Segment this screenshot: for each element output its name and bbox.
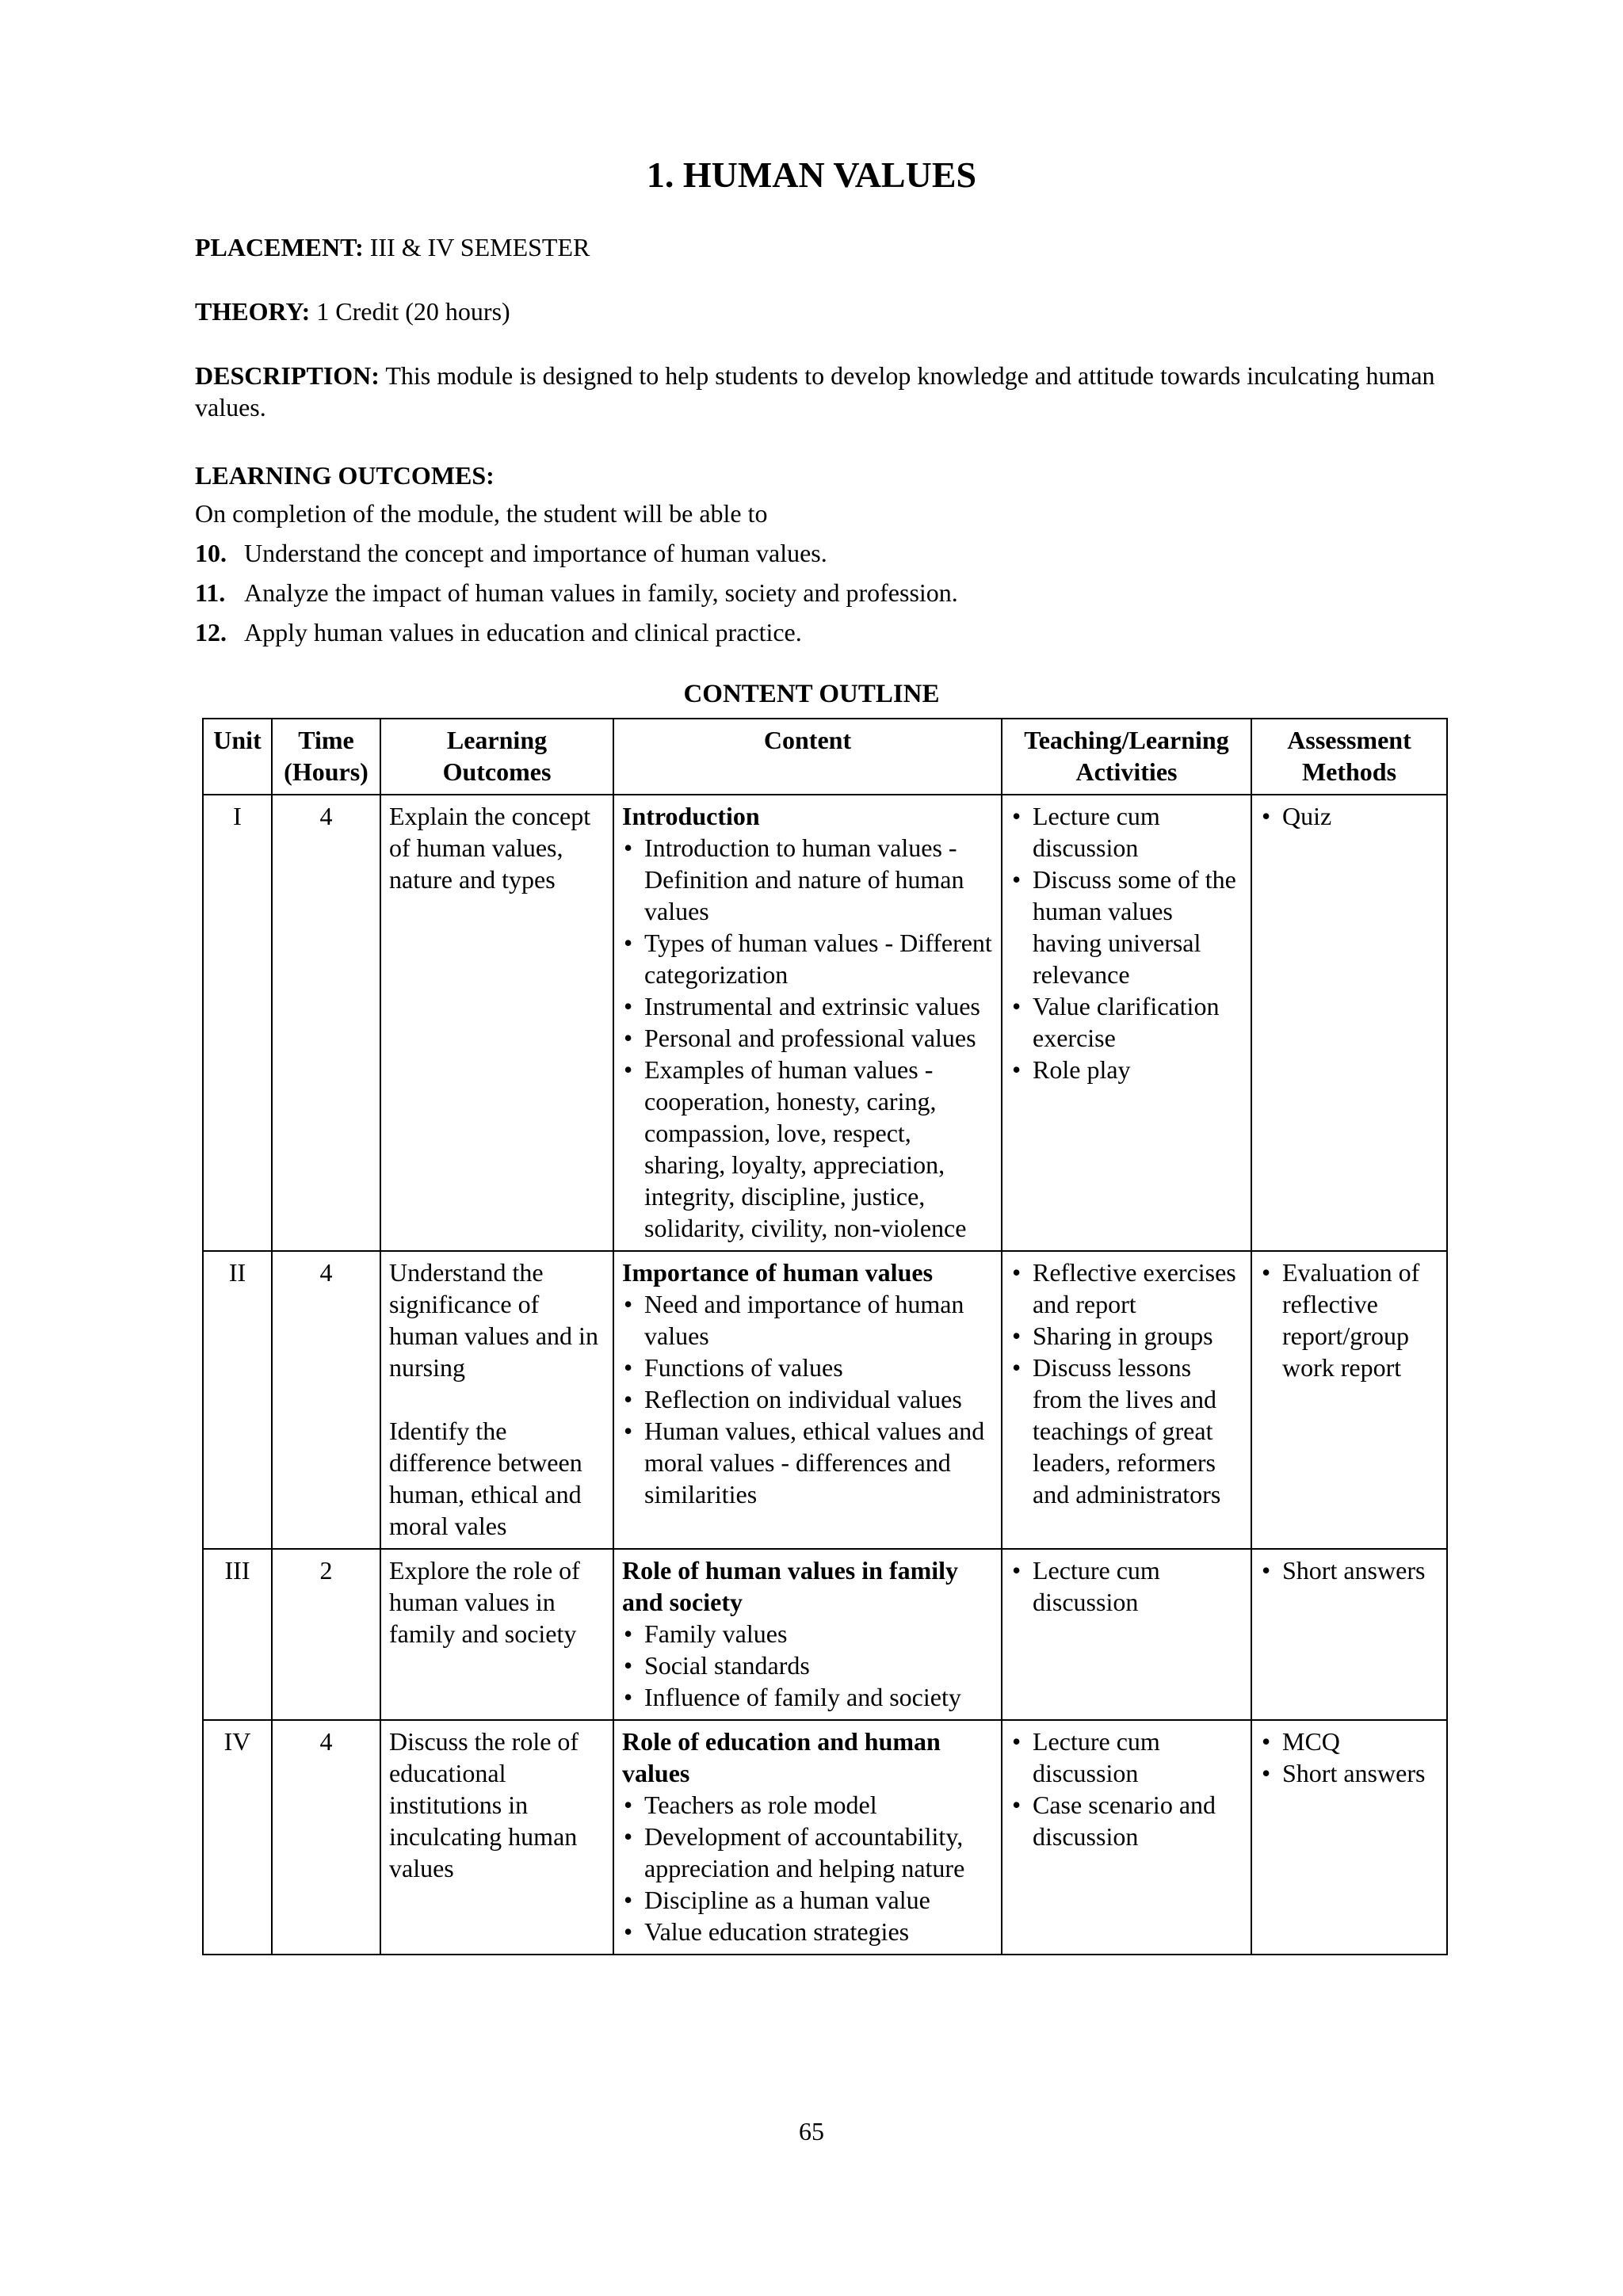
header-time-line: (Hours) [284,757,369,786]
content-item: • Teachers as role model [622,1789,993,1821]
content-item: • Value education strategies [622,1916,993,1947]
outcome-text: Understand the significance of human values and in nursing [389,1258,598,1382]
content-item: • Personal and professional values [622,1022,993,1054]
learning-outcome-item [195,537,958,577]
activity-item: • Case scenario and discussion [1010,1789,1243,1852]
unit-cell: I [203,795,272,1251]
header-activities-line: Teaching/Learning [1024,726,1229,754]
activities-list [1010,1726,1243,1852]
header-content [613,719,1002,795]
content-title: Introduction [622,802,760,830]
content-outline-table [202,718,1448,1955]
content-item: • Introduction to human values - Definition and nature of human values [622,832,993,927]
content-item: • Examples of human values - cooperation, honesty, caring, compassion, love, respect, sharing, loyalty, appreciation, integrity, discipline, justice, solidarity, civility, non-violence [622,1054,993,1244]
unit-cell: IV [203,1720,272,1955]
assessment-item: • Short answers [1260,1757,1438,1789]
table-row [203,1251,1447,1549]
assessment-cell [1251,1720,1447,1955]
header-learning-outcomes [380,719,613,795]
unit-cell: II [203,1251,272,1549]
outcome-text: Understand the concept and importance of human values. [244,539,827,567]
learning-outcome-item [195,616,958,656]
learning-outcome-item [195,577,958,616]
content-item: • Development of accountability, appreciation and helping nature [622,1821,993,1884]
activities-cell [1002,1720,1251,1955]
placement-line [195,231,590,263]
content-item: • Reflection on individual values [622,1383,993,1415]
outcome-text: Discuss the role of educational institutions in inculcating human values [389,1727,579,1882]
activity-item: • Discuss some of the human values having universal relevance [1010,864,1243,990]
content-outline-heading: CONTENT OUTLINE [683,680,940,708]
outcomes-cell [380,795,613,1251]
assessment-cell [1251,1549,1447,1720]
content-list [622,1789,993,1947]
content-item: • Types of human values - Different categorization [622,927,993,990]
header-unit [203,719,272,795]
outcome-number: 10. [195,539,227,567]
activities-list [1010,1257,1243,1510]
activities-cell [1002,1251,1251,1549]
outcome-number: 12. [195,618,227,646]
header-activities [1002,719,1251,795]
outcomes-cell [380,1720,613,1955]
activity-item: • Lecture cum discussion [1010,800,1243,864]
content-item: • Social standards [622,1650,993,1681]
table-row [203,795,1447,1251]
page-number: 65 [799,2117,824,2145]
activity-item: • Lecture cum discussion [1010,1726,1243,1789]
learning-outcomes-heading: LEARNING OUTCOMES: [195,461,495,490]
assessment-item: • Short answers [1260,1554,1438,1586]
header-content-label: Content [763,726,852,754]
assessment-list [1260,1554,1438,1586]
activity-item: • Role play [1010,1054,1243,1085]
outcome-text: Analyze the impact of human values in family, society and profession. [244,578,958,607]
content-item: • Influence of family and society [622,1681,993,1713]
theory-label: THEORY: [195,297,311,326]
time-cell: 4 [272,795,380,1251]
content-list [622,1288,993,1510]
header-outcomes-line: Learning [446,726,548,754]
assessment-item: • Quiz [1260,800,1438,832]
time-cell: 2 [272,1549,380,1720]
outcome-text: Explain the concept of human values, nature and types [389,802,591,894]
activity-item: • Lecture cum discussion [1010,1554,1243,1618]
table-row [203,1720,1447,1955]
header-assessment [1251,719,1447,795]
assessment-item: • Evaluation of reflective report/group work report [1260,1257,1438,1383]
content-list [622,832,993,1244]
header-unit-label: Unit [213,726,262,754]
page-title: 1. HUMAN VALUES [646,154,977,195]
content-cell [613,795,1002,1251]
outcome-number: 11. [195,578,226,607]
description [195,360,1439,423]
content-item: • Discipline as a human value [622,1884,993,1916]
learning-outcomes-intro: On completion of the module, the student will be able to [195,499,768,528]
activities-cell [1002,1549,1251,1720]
content-cell [613,1251,1002,1549]
assessment-item: • MCQ [1260,1726,1438,1757]
content-item: • Need and importance of human values [622,1288,993,1352]
placement-value: III & IV SEMESTER [363,233,590,261]
table-header-row [203,719,1447,795]
content-cell [613,1720,1002,1955]
unit-cell: III [203,1549,272,1720]
placement-label: PLACEMENT: [195,233,364,261]
content-title: Role of education and human values [622,1727,941,1787]
assessment-list [1260,1726,1438,1789]
header-time [272,719,380,795]
assessment-cell [1251,1251,1447,1549]
content-item: • Functions of values [622,1352,993,1383]
activities-list [1010,800,1243,1085]
activity-item: • Value clarification exercise [1010,990,1243,1054]
learning-outcomes-list [195,537,958,656]
activity-item: • Reflective exercises and report [1010,1257,1243,1320]
theory-line [195,296,510,327]
content-item: • Family values [622,1618,993,1650]
activities-list [1010,1554,1243,1618]
outcomes-cell [380,1251,613,1549]
header-time-line: Time [298,726,354,754]
header-outcomes-line: Outcomes [442,757,552,786]
activities-cell [1002,795,1251,1251]
theory-value: 1 Credit (20 hours) [310,297,510,326]
time-cell: 4 [272,1251,380,1549]
outcome-text: Identify the difference between human, ethical and moral vales [389,1417,582,1540]
assessment-cell [1251,795,1447,1251]
description-text: This module is designed to help students to develop knowledge and attitude towards inculcating human values. [195,361,1435,421]
header-assessment-line: Methods [1301,757,1397,786]
activity-item: • Sharing in groups [1010,1320,1243,1352]
header-activities-line: Activities [1075,757,1178,786]
assessment-list [1260,1257,1438,1383]
activity-item: • Discuss lessons from the lives and teachings of great leaders, reformers and administrators [1010,1352,1243,1510]
content-title: Importance of human values [622,1258,934,1287]
outcomes-cell [380,1549,613,1720]
content-list [622,1618,993,1713]
content-item: • Instrumental and extrinsic values [622,990,993,1022]
content-item: • Human values, ethical values and moral values - differences and similarities [622,1415,993,1510]
header-assessment-line: Assessment [1287,726,1411,754]
assessment-list [1260,800,1438,832]
table-row [203,1549,1447,1720]
outcome-text: Apply human values in education and clinical practice. [244,618,802,646]
time-cell: 4 [272,1720,380,1955]
description-label: DESCRIPTION: [195,361,380,390]
content-cell [613,1549,1002,1720]
outcome-text: Explore the role of human values in family and society [389,1556,580,1648]
content-title: Role of human values in family and society [622,1556,959,1616]
